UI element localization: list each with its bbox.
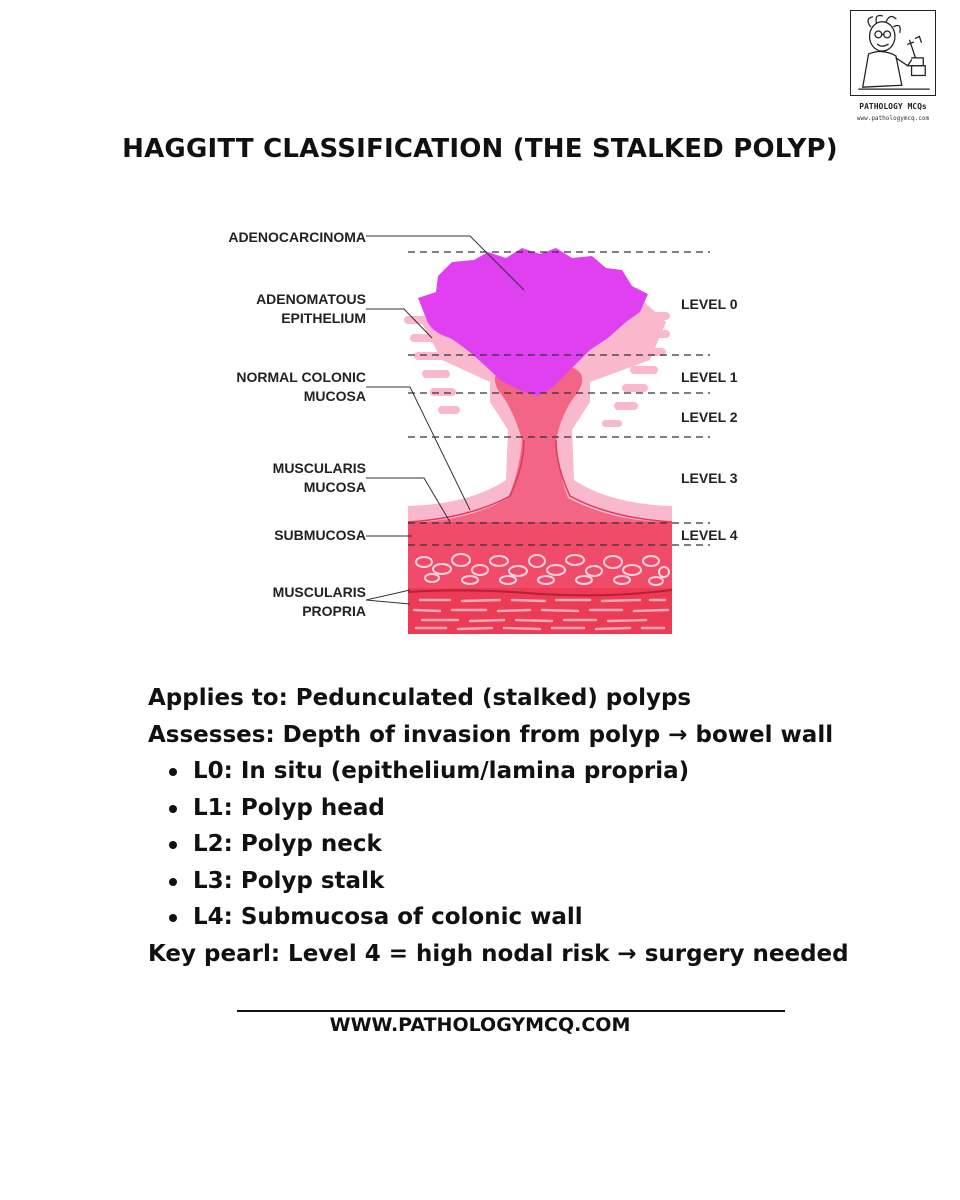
label-muscularis-mucosa [200,459,366,497]
list-item: L2: Polyp neck [193,826,908,863]
logo-name: PATHOLOGY MCQs [859,102,927,111]
label-text: ADENOCARCINOMA [228,229,366,245]
haggitt-diagram [0,200,960,660]
label-text: EPITHELIUM [281,310,366,326]
page-title: HAGGITT CLASSIFICATION (THE STALKED POLYP) [122,134,838,164]
label-muscularis-propria [200,583,366,621]
scientist-with-microscope-icon [851,11,935,95]
label-text: MUSCULARIS [272,460,366,476]
info-section [148,680,908,972]
level-1-label: LEVEL 1 [681,369,738,385]
level-list [148,753,908,936]
polyp-illustration [0,200,960,660]
level-0-label: LEVEL 0 [681,296,738,312]
level-2-label: LEVEL 2 [681,409,738,425]
label-text: PROPRIA [302,603,366,619]
logo-url: www.pathologymcq.com [856,115,930,122]
level-4-label: LEVEL 4 [681,527,738,543]
label-text: MUSCULARIS [272,584,366,600]
assesses-text: Assesses: Depth of invasion from polyp → bowel wall [148,721,834,748]
list-item: L4: Submucosa of colonic wall [193,899,908,936]
key-pearl-text: Key pearl: Level 4 = high nodal risk → surgery needed [148,940,849,967]
label-adenomatous-epithelium [200,290,366,328]
label-text: MUCOSA [303,388,366,404]
list-item: L3: Polyp stalk [193,863,908,900]
list-item: L1: Polyp head [193,790,908,827]
level-3-label: LEVEL 3 [681,470,738,486]
label-text: NORMAL COLONIC [236,369,366,385]
label-submucosa [200,526,366,545]
logo-box [850,10,936,96]
label-normal-colonic-mucosa [200,368,366,406]
footer-url[interactable]: WWW.PATHOLOGYMCQ.COM [329,1014,631,1036]
footer-divider [237,1010,785,1012]
label-text: SUBMUCOSA [274,527,366,543]
adenocarcinoma-region [418,248,648,396]
label-adenocarcinoma [200,228,366,247]
applies-to-text: Applies to: Pedunculated (stalked) polyps [148,685,692,711]
label-text: MUCOSA [303,479,366,495]
label-text: ADENOMATOUS [256,291,366,307]
list-item: L0: In situ (epithelium/lamina propria) [193,753,908,790]
